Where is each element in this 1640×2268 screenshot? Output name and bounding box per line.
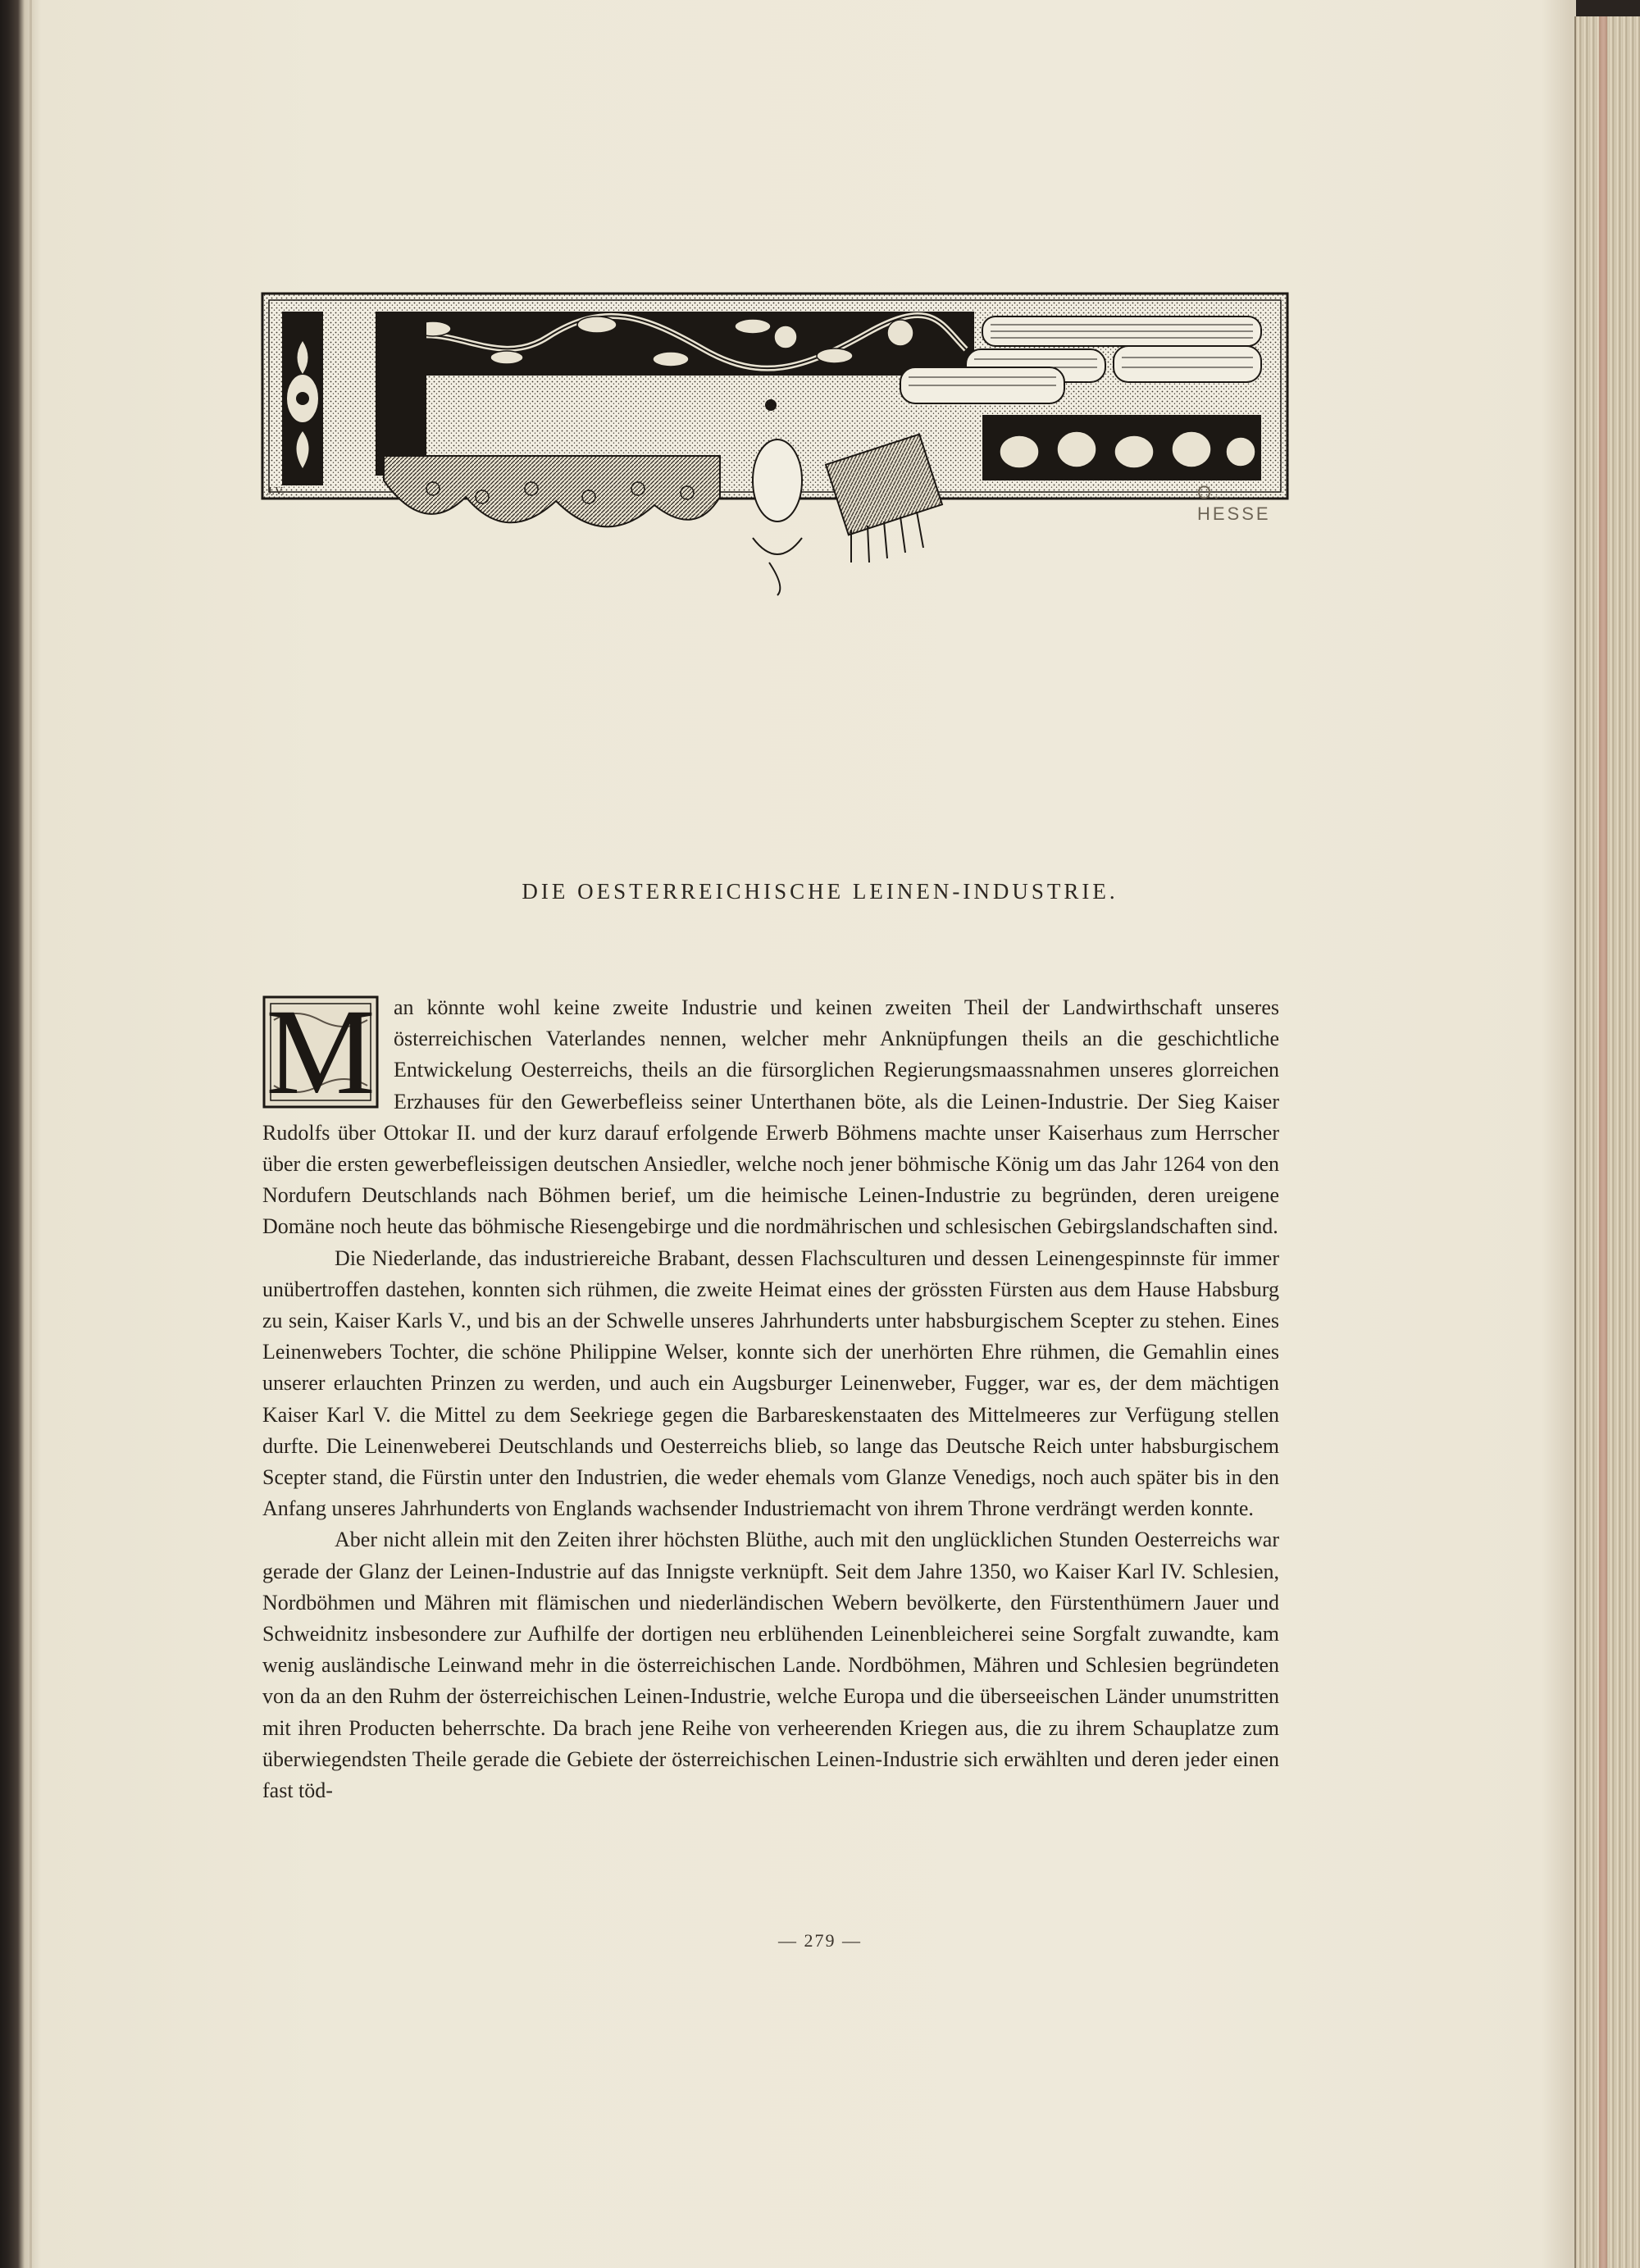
- paragraph-2: Die Niederlande, das industriereiche Brabant, dessen Flachsculturen und dessen Leinengespinnste für immer unübertroffen dastehen, konnten sich rühmen, die zweite Heimat eines der grössten Fürsten aus dem Hause Habsburg zu sein, Kaiser Karls V., und bis an der Schwelle unseres Jahrhunderts unter habsburgischem Scepter zu stehen. Eines Leinenwebers Tochter, die schöne Philippine Welser, konnte sich der unerhörten Ehre rühmen, die Gemahlin eines unserer erlauchten Prinzen zu werden, und auch ein Augsburger Leinenweber, Fugger, war es, der dem mächtigen Kaiser Karl V. die Mittel zu dem Seekriege gegen die Barbareskenstaaten des Mittelmeeres zur Verfügung stellen durfte. Die Leinenweberei Deutschlands und Oesterreichs blieb, so lange das Deutsche Reich unter habsburgischem Scepter stand, die Fürstin unter den Industrien, die weder ehemals vom Glanze Venedigs, noch auch später bis in den Anfang unseres Jahrhunderts von Englands wachsender Industriemacht von ihrem Throne verdrängt werden konnte.: [262, 1246, 1279, 1521]
- headpiece-illustration: [261, 292, 1290, 599]
- article-title: DIE OESTERREICHISCHE LEINEN-INDUSTRIE.: [522, 879, 1118, 904]
- article-body: [262, 984, 1279, 1806]
- page-number: — 279 —: [778, 1930, 862, 1951]
- artist-signature-right: O. HESSE: [1197, 482, 1271, 524]
- paragraph-1: [262, 984, 1279, 1243]
- initial-letter: M: [266, 984, 376, 1120]
- paragraph-3: Aber nicht allein mit den Zeiten ihrer höchsten Blüthe, auch mit den unglücklichen Stunden Oesterreichs war gerade der Glanz der Leinen-Industrie auf das Innigste verknüpft. Seit dem Jahre 1350, wo Kaiser Karl IV. Schlesien, Nordböhmen und Mähren mit flämischen und niederländischen Webern bevölkerte, den Fürstenthümern Jauer und Schweidnitz insbesondere zur Aufhilfe der dortigen neu erblühenden Leinenbleicherei seine Sorgfalt zuwandte, kam wenig ausländische Leinwand mehr in die österreichischen Lande. Nordböhmen, Mähren und Schlesien begründeten von da an den Ruhm der österreichischen Leinen-Industrie, welche Europa und die überseeischen Länder unumstritten mit ihren Producten beherrschte. Da brach jene Reihe von verheerenden Kriegen aus, die zu ihrem Schauplatze zum überwiegendsten Theile gerade die Gebiete der österreichischen Leinen-Industrie sich erwählten und deren jeder einen fast töd-: [262, 1528, 1279, 1803]
- decorated-initial: [262, 984, 379, 1120]
- binding-gutter: [30, 0, 32, 2268]
- ornamental-headpiece: [261, 292, 1290, 599]
- artist-signature-left: J.V.: [267, 485, 285, 498]
- paragraph-1-text: an könnte wohl keine zweite Industrie und keinen zweiten Theil der Landwirthschaft unseres österreichischen Vaterlandes nennen, welcher mehr Anknüpfungen theils an die geschichtliche Entwickelung Oesterreichs, theils an die fürsorglichen Regierungsmaassnahmen unseres glorreichen Erzhauses für den Gewerbefleiss seiner Unterthanen böte, als die Leinen-Industrie. Der Sieg Kaiser Rudolfs über Ottokar II. und der kurz darauf erfolgende Erwerb Böhmens machte unser Kaiserhaus zum Herrscher über die ersten gewerbefleissigen deutschen Ansiedler, welche noch jener böhmische König um das Jahr 1264 von den Nordufern Deutschlands nach Böhmen berief, um die heimische Leinen-Industrie zu begründen, deren ureigene Domäne noch heute das böhmische Riesengebirge und die nordmährischen und schlesischen Gebirgslandschaften sind.: [262, 995, 1279, 1239]
